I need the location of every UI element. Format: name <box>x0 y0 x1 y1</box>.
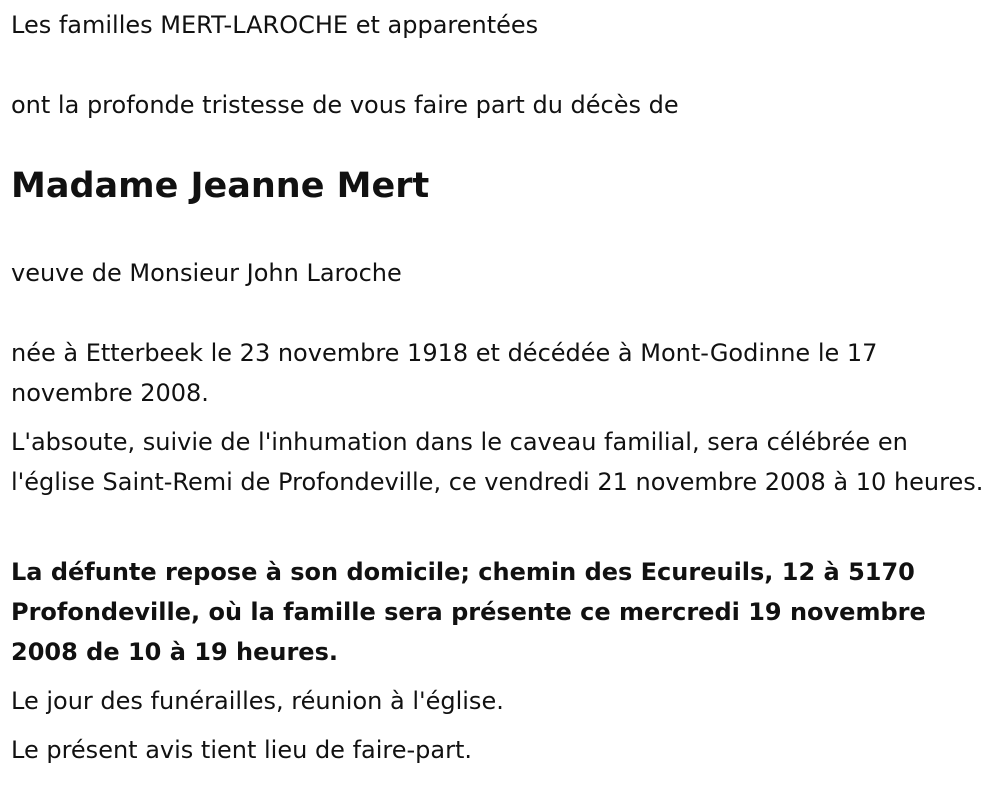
families-line: Les familles MERT-LAROCHE et apparentées <box>11 11 539 39</box>
widow-of-line: veuve de Monsieur John Laroche <box>11 259 402 287</box>
birth-death-paragraph: née à Etterbeek le 23 novembre 1918 et décédée à Mont-Godinne le 17 novembre 2008. <box>11 339 878 407</box>
funeral-day-line: Le jour des funérailles, réunion à l'église. <box>11 687 504 715</box>
rest-location-paragraph: La défunte repose à son domicile; chemin des Ecureuils, 12 à 5170 Profondeville, où la famille sera présente ce mercredi 19 novembre 2008 de 10 à 19 heures. <box>11 558 926 666</box>
ceremony-paragraph: L'absoute, suivie de l'inhumation dans le caveau familial, sera célébrée en l'église Saint-Remi de Profondeville, ce vendredi 21 novembre 2008 à 10 heures. <box>11 428 984 496</box>
deceased-name: Madame Jeanne Mert <box>11 166 430 206</box>
notice-note-line: Le présent avis tient lieu de faire-part. <box>11 736 473 764</box>
announcement-line: ont la profonde tristesse de vous faire part du décès de <box>11 91 679 119</box>
